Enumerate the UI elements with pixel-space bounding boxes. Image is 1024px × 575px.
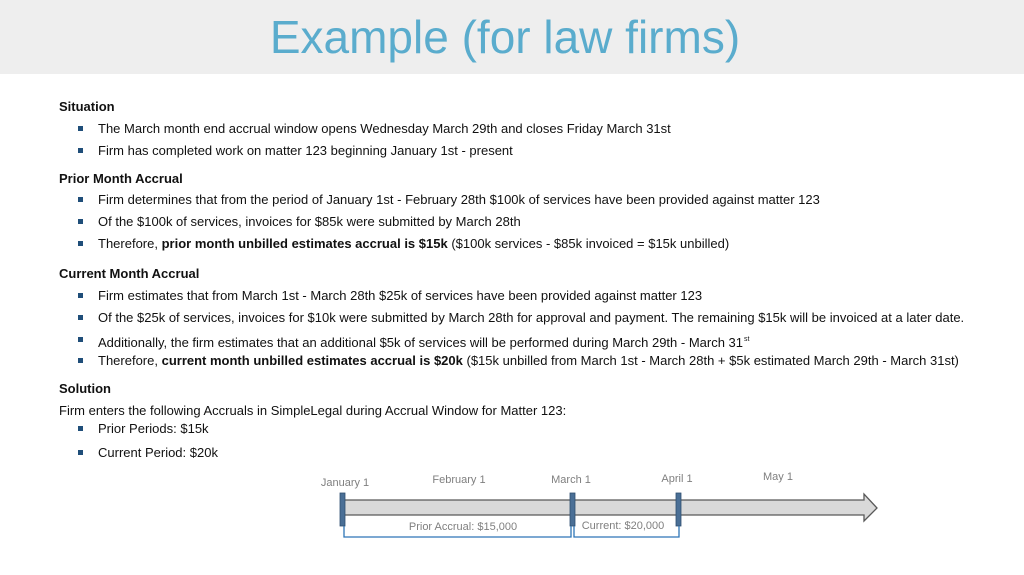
timeline-label-april: April 1 bbox=[661, 473, 693, 485]
timeline-label-january: January 1 bbox=[320, 477, 370, 489]
bullet-text: Of the $100k of services, invoices for $85k were submitted by March 28th bbox=[98, 214, 521, 229]
prior-accrual-label: Prior Accrual: $15,000 bbox=[408, 521, 518, 533]
timeline-label-march: March 1 bbox=[551, 474, 591, 486]
bullet-text: Of the $25k of services, invoices for $10k were submitted by March 28th for approval and payment. The remaining $15k will be invoiced at a later date. bbox=[98, 310, 965, 325]
solution-intro: Firm enters the following Accruals in SimpleLegal during Accrual Window for Matter 123: bbox=[59, 403, 567, 418]
solution-heading: Solution bbox=[59, 381, 111, 396]
timeline-marker-jan bbox=[340, 493, 345, 526]
bullet-text: Current Period: $20k bbox=[98, 445, 218, 460]
current-month-heading: Current Month Accrual bbox=[59, 266, 200, 281]
timeline-label-may: May 1 bbox=[763, 471, 793, 483]
bullet-text: Firm determines that from the period of January 1st - February 28th $100k of services have been provided against matter 123 bbox=[98, 192, 820, 207]
timeline-arrow bbox=[343, 494, 877, 521]
bullet-suffix: ($100k services - $85k invoiced = $15k unbilled) bbox=[447, 236, 730, 251]
bullet-prefix: Therefore, bbox=[98, 236, 162, 251]
bullet-text: The March month end accrual window opens Wednesday March 29th and closes Friday March 31st bbox=[98, 121, 671, 136]
bullet-body: Additionally, the firm estimates that an additional $5k of services will be performed during March 29th - March 31 bbox=[98, 335, 744, 350]
ordinal-suffix: st bbox=[744, 336, 750, 343]
bullet-emphasis: current month unbilled estimates accrual is $20k bbox=[161, 353, 463, 368]
current-accrual-label: Current: $20,000 bbox=[581, 520, 665, 532]
slide-title: Example (for law firms) bbox=[269, 11, 741, 63]
timeline-label-february: February 1 bbox=[432, 474, 486, 486]
bullet-prefix: Therefore, bbox=[98, 353, 162, 368]
bullet-text: Prior Periods: $15k bbox=[98, 421, 209, 436]
bullet-text: Firm estimates that from March 1st - March 28th $25k of services have been provided against matter 123 bbox=[98, 288, 703, 303]
timeline-marker-mar bbox=[570, 493, 575, 526]
bullet-emphasis: prior month unbilled estimates accrual is $15k bbox=[161, 236, 448, 251]
timeline-marker-apr bbox=[676, 493, 681, 526]
bullet-suffix: ($15k unbilled from March 1st - March 28th + $5k estimated March 29th - March 31st) bbox=[462, 353, 959, 368]
bullet-text: Firm has completed work on matter 123 beginning January 1st - present bbox=[98, 143, 513, 158]
situation-heading: Situation bbox=[59, 99, 115, 114]
prior-month-heading: Prior Month Accrual bbox=[59, 171, 183, 186]
